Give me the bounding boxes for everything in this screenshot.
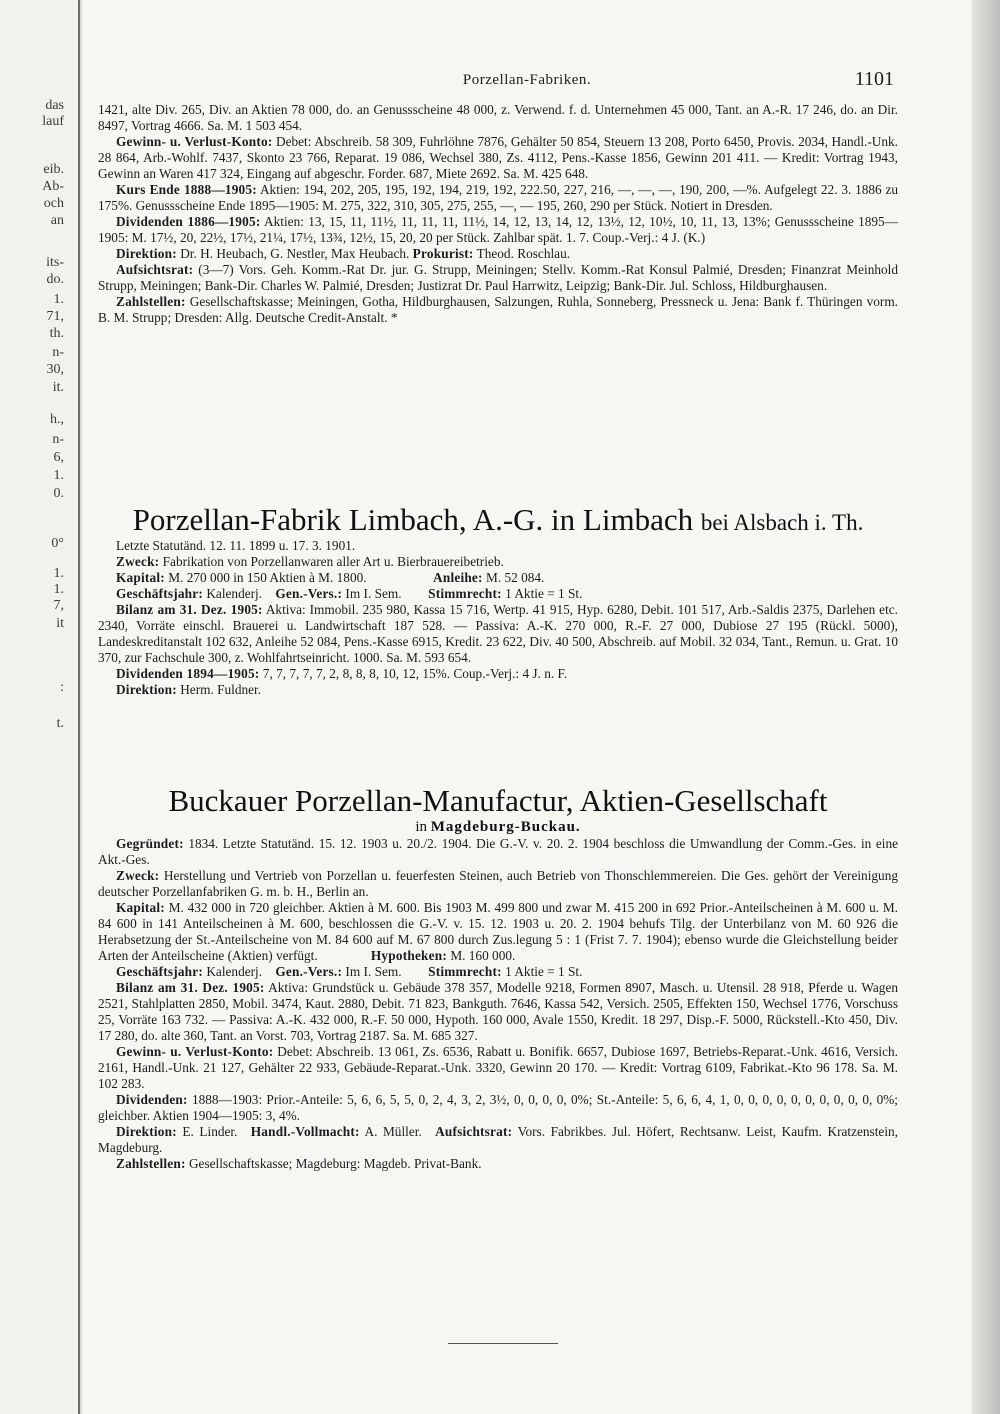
dividends-label: Dividenden: — [116, 1092, 188, 1107]
page-edge-shadow — [972, 0, 1000, 1414]
direktion-text: E. Linder. — [182, 1124, 238, 1139]
left-fragment: 1. — [53, 292, 64, 307]
company-title-buckau: Buckauer Porzellan-Manufactur, Aktien-Gesellschaft — [168, 783, 828, 818]
anleihe-text: M. 52 084. — [486, 570, 545, 585]
bilanz-label: Bilanz am 31. Dez. 1905: — [116, 980, 265, 995]
zweck-paragraph — [98, 554, 898, 570]
running-title: Porzellan-Fabriken. — [462, 72, 592, 88]
left-fragment: 7, — [53, 598, 64, 613]
bilanz-label: Bilanz am 31. Dez. 1905: — [116, 602, 263, 617]
left-fragment: n- — [52, 345, 64, 360]
zahlstellen-text: Gesellschaftskasse; Magdeburg: Magdeb. Privat-Bank. — [188, 1156, 482, 1171]
gegruendet-text: 1834. Letzte Statutänd. 15. 12. 1903 u. 20./2. 1904. Die G.-V. v. 20. 2. 1904 beschloss die Umwandlung der Comm.-Ges. in eine Akt.-Ges. — [98, 836, 898, 867]
subtitle-prefix: in — [415, 819, 427, 835]
gen-vers-label: Gen.-Vers.: — [275, 586, 343, 601]
aufsichtsrat-text: (3—7) Vors. Geh. Komm.-Rat Dr. jur. G. Strupp, Meiningen; Stellv. Komm.-Rat Konsul Palmié, Dresden; Finanzrat Meinhold Strupp, Meiningen; Bank-Dir. Charles W. Palmié, Dresden; Justizrat Dr. Paul Harrwitz, Leipzig; Bank-Dir. Jul. Schloss, Hildburghausen. — [98, 262, 898, 293]
bilanz-text: Aktiva: Grundstück u. Gebäude 378 357, Modelle 9218, Formen 8907, Masch. u. Utensil. 28 918, Pferde u. Wagen 2521, Stahlplatten 2850, Mobil. 3474, Kaut. 2880, Debit. 71 823, Bankguth. 7646, Kassa 542, Versich. 2505, Effekten 150, Wechsel 1776, Vorschuss 25, Vorräte 163 732. — Passiva: A.-K. 432 000, R.-F. 50 000, Hypoth. 160 000, Avale 1550, Kredit. 18 297, Disp.-F. 5000, Rückstell.-Kto 450, Div. 17 280, do. alte 360, Tant. an Vorst. 703, Vortrag 2187. Sa. M. 685 327. — [98, 980, 898, 1043]
dividends-paragraph — [98, 666, 898, 682]
direktion-label: Direktion: — [116, 246, 177, 261]
page-header — [82, 68, 972, 98]
left-fragment: h., — [50, 412, 64, 427]
left-fragment: och — [43, 196, 64, 211]
stimmrecht-text: 1 Aktie = 1 St. — [505, 964, 583, 979]
left-fragment: do. — [46, 272, 64, 287]
zahlstellen-text: Gesellschaftskasse; Meiningen, Gotha, Hildburghausen, Salzungen, Ruhla, Sonneberg, Pressneck u. Jena: Bank f. Thüringen vorm. B. M. Strupp; Dresden: Allg. Deutsche Credit-Anstalt. * — [98, 294, 898, 325]
intro-paragraph: 1421, alte Div. 265, Div. an Aktien 78 000, do. an Genussscheine 48 000, z. Verwend. f. d. Unternehmen 45 000, Tant. an A.-R. 17 246, do. an Dir. 8497, Vortrag 4666. Sa. M. 1 503 454. — [98, 102, 898, 133]
company-name: Porzellan-Fabrik Limbach, A.-G. in Limbach — [132, 502, 694, 537]
kurs-text: Aktien: 194, 202, 205, 195, 192, 194, 219, 192, 222.50, 227, 216, —, —, —, 190, 200, —%. Aufgelegt 22. 3. 1886 zu 175%. Genussscheine Ende 1895—1905: M. 275, 322, 310, 305, 275, 255, —, — 195, 260, 290 per Stück. Notiert in Dresden. — [98, 182, 899, 213]
company-location: bei Alsbach i. Th. — [700, 510, 864, 535]
zweck-paragraph — [98, 868, 898, 900]
direktion-paragraph — [98, 246, 898, 262]
left-fragment: 1. — [53, 582, 64, 597]
left-fragment: 1. — [53, 468, 64, 483]
section-limbach — [98, 538, 898, 698]
left-fragment: 0. — [53, 486, 64, 501]
gen-vers-label: Gen.-Vers.: — [275, 964, 343, 979]
section-previous-company — [98, 102, 898, 326]
direktion-text: Herm. Fuldner. — [180, 682, 262, 697]
left-fragment: it — [56, 616, 64, 631]
zahlstellen-label: Zahlstellen: — [116, 1156, 186, 1171]
left-fragment: an — [50, 213, 64, 228]
gen-vers-text: Im I. Sem. — [345, 964, 402, 979]
company-subtitle-buckau — [98, 818, 898, 836]
left-fragment: it. — [52, 380, 64, 395]
direktion-text: Dr. H. Heubach, G. Nestler, Max Heubach. — [180, 246, 410, 261]
kapital-label: Kapital: — [116, 900, 165, 915]
stimmrecht-text: 1 Aktie = 1 St. — [505, 586, 583, 601]
guv-paragraph — [98, 134, 898, 182]
guv-paragraph — [98, 1044, 898, 1092]
bilanz-text: Aktiva: Immobil. 235 980, Kassa 15 716, Wertp. 41 915, Hyp. 6280, Debit. 101 517, Arb.-Saldis 2375, Darlehen etc. 2340, Vorräte einschl. Brauerei u. Landwirtschaft 187 528. — Passiva: A.-K. 270 000, R.-F. 27 000, Dubiose 27 195 (Rückl. 5000), Landeskreditanstalt 102 632, Anleihe 52 084, Pens.-Kasse 6915, Kredit. 23 622, Div. 40 500, Abschreib. auf Mobil. 32 034, Tant., Remun. u. Grat. 10 370, zur Fachschule 300, z. Wohlfahrtseinricht. 1000. Sa. M. 593 654. — [98, 602, 898, 665]
kurs-label: Kurs Ende 1888—1905: — [116, 182, 257, 197]
left-fragment: Ab- — [42, 179, 64, 194]
left-fragment: n- — [52, 432, 64, 447]
zweck-label: Zweck: — [116, 868, 160, 883]
end-rule — [448, 1343, 558, 1344]
left-fragment: 6, — [53, 450, 64, 465]
kapital-text: M. 270 000 in 150 Aktien à M. 1800. — [168, 570, 367, 585]
left-fragment: t. — [56, 716, 64, 731]
aufsichtsrat-label: Aufsichtsrat: — [435, 1124, 513, 1139]
anleihe-label: Anleihe: — [433, 570, 483, 585]
left-fragment: lauf — [42, 114, 64, 129]
kapital-paragraph — [98, 570, 898, 586]
zahlstellen-paragraph — [98, 294, 898, 326]
aufsichtsrat-paragraph — [98, 262, 898, 294]
left-fragment: its- — [46, 255, 64, 270]
aufsichtsrat-text: Vors. Fabrikbes. Jul. Höfert, Rechtsanw. Leist, Kaufm. Kratzenstein, Magdeburg. — [98, 1124, 898, 1155]
hypotheken-label: Hypotheken: — [370, 948, 447, 963]
kapital-label: Kapital: — [116, 570, 165, 585]
bilanz-paragraph — [98, 980, 898, 1044]
aufsichtsrat-label: Aufsichtsrat: — [116, 262, 194, 277]
dividends-label: Dividenden 1894—1905: — [116, 666, 260, 681]
kurs-paragraph — [98, 182, 898, 214]
left-fragment: 30, — [46, 362, 64, 377]
guv-label: Gewinn- u. Verlust-Konto: — [116, 134, 273, 149]
gegruendet-label: Gegründet: — [116, 836, 184, 851]
geschaeftsjahr-text: Kalenderj. — [206, 586, 263, 601]
prokurist-text: Theod. Roschlau. — [476, 246, 571, 261]
company-title-limbach — [98, 502, 898, 541]
zahlstellen-label: Zahlstellen: — [116, 294, 186, 309]
section-buckau — [98, 836, 898, 1172]
geschaeftsjahr-label: Geschäftsjahr: — [116, 964, 203, 979]
zweck-label: Zweck: — [116, 554, 160, 569]
dividends-text: 1888—1903: Prior.-Anteile: 5, 6, 6, 5, 5, 0, 2, 4, 3, 2, 3½, 0, 0, 0, 0, 0%; St.-Anteile: 5, 6, 6, 4, 1, 0, 0, 0, 0, 0, 0, 0, 0, 0, 0, 0%; gleichber. Aktien 1904—1905: 3, 4%. — [98, 1092, 899, 1123]
dividends-label: Dividenden 1886—1905: — [116, 214, 261, 229]
geschaeftsjahr-label: Geschäftsjahr: — [116, 586, 203, 601]
left-fragment: das — [45, 98, 64, 113]
guv-text: Debet: Abschreib. 13 061, Zs. 6536, Rabatt u. Bonifik. 6657, Dubiose 1697, Betriebs-Reparat.-Unk. 4616, Versich. 2161, Handl.-Unk. 21 127, Gehälter 22 933, Gebäude-Reparat.-Unk. 3320, Gewinn 20 170. — Kredit: Vortrag 6109, Fabrikat.-Kto 96 178. Sa. M. 102 283. — [98, 1044, 898, 1091]
left-fragment: th. — [49, 326, 64, 341]
geschaeftsjahr-text: Kalenderj. — [206, 964, 263, 979]
adjacent-page-strip — [0, 0, 80, 1414]
gen-vers-text: Im I. Sem. — [345, 586, 402, 601]
left-fragment: 1. — [53, 566, 64, 581]
direktion-label: Direktion: — [116, 682, 177, 697]
statut-paragraph: Letzte Statutänd. 12. 11. 1899 u. 17. 3. 1901. — [116, 538, 356, 553]
left-fragment: 71, — [46, 309, 64, 324]
handlungsvollmacht-label: Handl.-Vollmacht: — [250, 1124, 360, 1139]
kapital-text: M. 432 000 in 720 gleichber. Aktien à M. 600. Bis 1903 M. 499 800 und zwar M. 415 200 in 692 Prior.-Anteilscheinen à M. 600 u. M. 84 600 in 141 Anteilscheinen à M. 600, beschlossen die G.-V. v. 15. 12. 1903 u. 20. 2. 1904 behufs Tilg. der Unterbilanz von M. 60 926 die Herabsetzung der St.-Anteilscheine von M. 84 600 auf M. 67 800 durch Zus.legung 5 : 1 (Frist 7. 7. 1904); ebenso wurde die Gleichstellung beider Arten der Anteilscheine (Aktien) verfügt. — [98, 900, 899, 963]
bilanz-paragraph — [98, 602, 898, 666]
geschaeftsjahr-paragraph — [98, 964, 898, 980]
geschaeftsjahr-paragraph — [98, 586, 898, 602]
hypotheken-text: M. 160 000. — [450, 948, 516, 963]
guv-text: Debet: Abschreib. 58 309, Fuhrlöhne 7876, Gehälter 50 854, Steuern 13 208, Porto 6450, Provis. 2034, Handl.-Unk. 28 864, Arb.-Wohlf. 7437, Skonto 23 766, Reparat. 19 086, Wechsel 380, Zs. 4112, Pens.-Kasse 1856, Gewinn 201 411. — Kredit: Vortrag 1943, Gewinn an Waren 417 324, Eingang auf abgeschr. Forder. 687, Miete 2692. Sa. M. 425 648. — [98, 134, 898, 181]
left-fragment: 0° — [51, 536, 64, 551]
management-paragraph — [98, 1124, 898, 1156]
dividends-paragraph — [98, 1092, 898, 1124]
gegruendet-paragraph — [98, 836, 898, 868]
zweck-text: Herstellung und Vertrieb von Porzellan u. feuerfesten Steinen, auch Betrieb von Thonschlemmereien. Die Ges. gehört der Vereinigung deutscher Porzellanfabriken G. m. b. H., Berlin an. — [98, 868, 898, 899]
stimmrecht-label: Stimmrecht: — [428, 586, 502, 601]
dividends-text: 7, 7, 7, 7, 7, 2, 8, 8, 8, 10, 12, 15%. Coup.-Verj.: 4 J. n. F. — [262, 666, 568, 681]
stimmrecht-label: Stimmrecht: — [428, 964, 502, 979]
zweck-text: Fabrikation von Porzellanwaren aller Art u. Bierbrauereibetrieb. — [162, 554, 504, 569]
zahlstellen-paragraph — [98, 1156, 898, 1172]
left-fragment: : — [60, 680, 64, 695]
kapital-paragraph — [98, 900, 898, 964]
direktion-label: Direktion: — [116, 1124, 177, 1139]
left-fragment: eib. — [43, 162, 64, 177]
page-number: 1101 — [854, 68, 894, 90]
direktion-paragraph — [98, 682, 898, 698]
dividends-text: Aktien: 13, 15, 11, 11½, 11, 11, 11, 11½, 14, 12, 13, 14, 12, 13½, 12, 10½, 10, 11, 13, 13%; Genussscheine 1895—1905: M. 17½, 20, 22½, 17½, 21¼, 17½, 13¾, 12½, 15, 20, 20 per Stück. Zahlbar spät. 1. 7. Coup.-Verj.: 4 J. (K.) — [98, 214, 898, 245]
handlungsvollmacht-text: A. Müller. — [364, 1124, 422, 1139]
book-page — [82, 0, 972, 1414]
dividends-paragraph — [98, 214, 898, 246]
prokurist-label: Prokurist: — [412, 246, 474, 261]
guv-label: Gewinn- u. Verlust-Konto: — [116, 1044, 274, 1059]
subtitle-city: Magdeburg-Buckau. — [430, 819, 581, 835]
